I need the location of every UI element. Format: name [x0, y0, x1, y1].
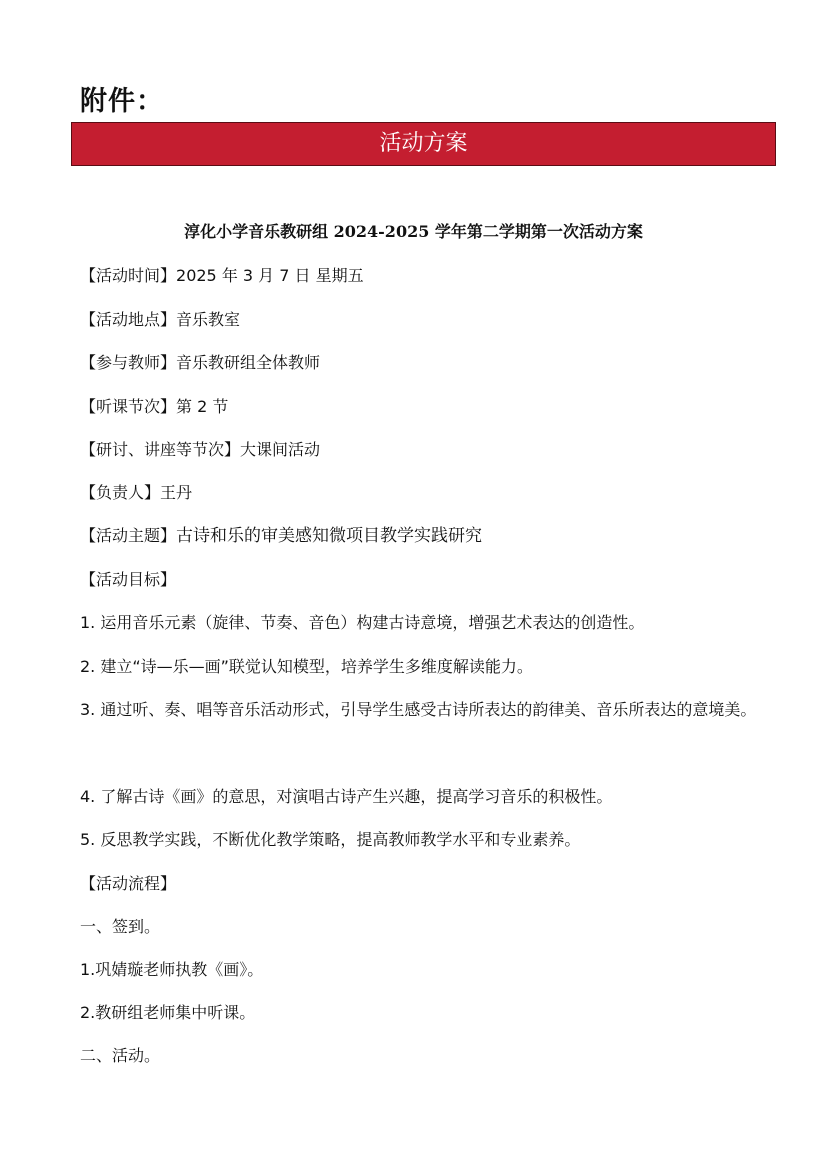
goal-item-3: 3. 通过听、奏、唱等音乐活动形式，引导学生感受古诗所表达的韵律美、音乐所表达的意境美。: [80, 700, 757, 719]
field-time-value: 2025 年 3 月 7 日 星期五: [176, 266, 364, 285]
field-teachers-value: 音乐教研组全体教师: [176, 353, 321, 372]
field-theme-value: 古诗和乐的审美感知微项目教学实践研究: [176, 526, 483, 546]
process-heading: 【活动流程】: [80, 874, 177, 893]
process-item-3: 2.教研组老师集中听课。: [80, 1003, 256, 1022]
field-owner-label: 【负责人】: [80, 483, 161, 502]
process-item-2: 1.巩婧璇老师执教《画》。: [80, 960, 264, 979]
field-teachers: [80, 351, 770, 375]
field-owner-value: 王丹: [160, 483, 193, 502]
goal-item-5: 5. 反思教学实践，不断优化教学策略，提高教师教学水平和专业素养。: [80, 830, 581, 849]
process-item-4: 二、活动。: [80, 1046, 161, 1065]
field-lesson-label: 【听课节次】: [80, 397, 177, 416]
process-item-1: 一、签到。: [80, 917, 161, 936]
field-theme: [80, 524, 770, 548]
field-owner: [80, 481, 770, 505]
goal-item-4: 4. 了解古诗《画》的意思，对演唱古诗产生兴趣，提高学习音乐的积极性。: [80, 787, 613, 806]
field-theme-label: 【活动主题】: [80, 526, 177, 545]
field-time: [80, 264, 770, 288]
field-seminar: [80, 438, 770, 462]
goal-item-2: 2. 建立“诗—乐—画”联觉认知模型，培养学生多维度解读能力。: [80, 657, 533, 676]
field-place-label: 【活动地点】: [80, 310, 177, 329]
field-seminar-label: 【研讨、讲座等节次】: [80, 440, 241, 459]
goals-heading: 【活动目标】: [80, 570, 177, 589]
banner-title: 活动方案: [71, 122, 776, 166]
field-place: [80, 308, 770, 332]
field-time-label: 【活动时间】: [80, 266, 177, 285]
field-lesson-value: 第 2 节: [176, 397, 229, 416]
field-seminar-value: 大课间活动: [240, 440, 321, 459]
document-title: 淳化小学音乐教研组 2024-2025 学年第二学期第一次活动方案: [184, 222, 643, 241]
attachment-label: 附件：: [80, 86, 164, 117]
goal-item-1: 1. 运用音乐元素（旋律、节奏、音色）构建古诗意境，增强艺术表达的创造性。: [80, 613, 645, 632]
field-teachers-label: 【参与教师】: [80, 353, 177, 372]
field-place-value: 音乐教室: [176, 310, 241, 329]
field-lesson: [80, 395, 770, 419]
